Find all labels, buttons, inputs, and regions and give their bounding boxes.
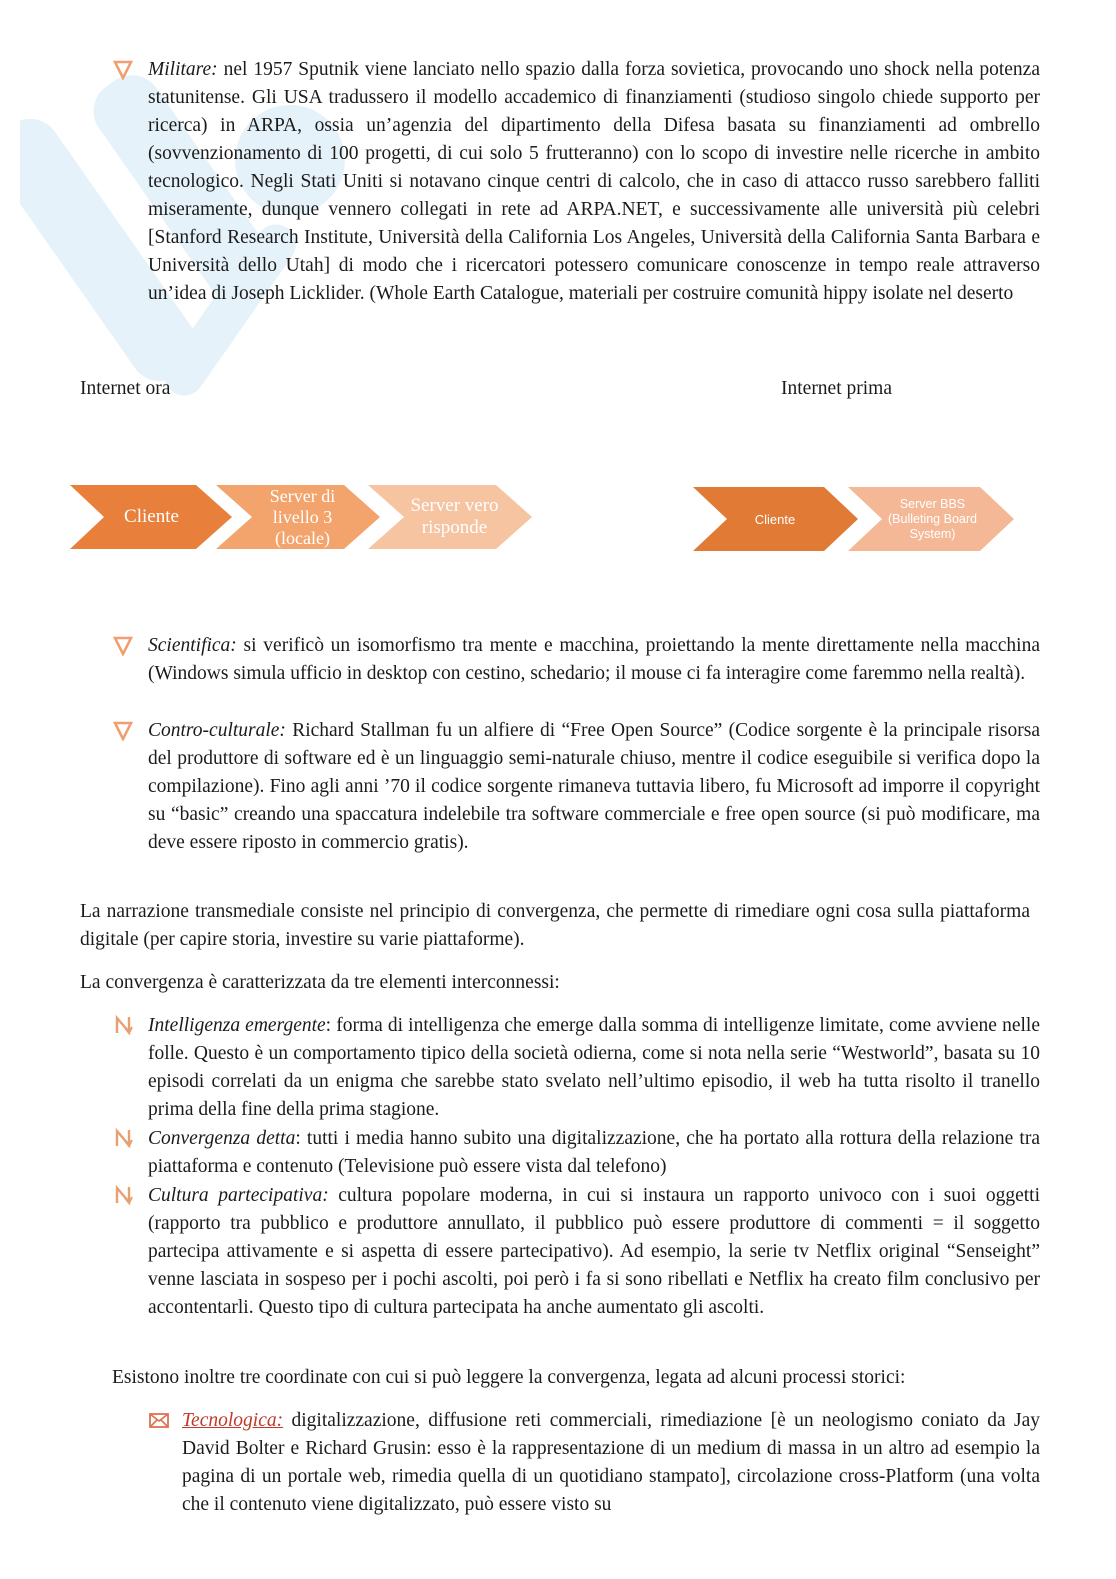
chevron-label-cliente: Cliente bbox=[124, 506, 179, 527]
bullet-body: cultura popolare moderna, in cui si instaura un rapporto univoco con i suoi oggetti (rapporto tra pubblico e produttore annullato, il pubblico può essere produttore di commenti = il soggetto partecipa attivamente e si aspetta di essere partecipativo). Ad esempio, la serie tv Netflix original “Senseight” venne lasciata in sospeso per i pochi ascolti, poi però i fa si sono ribellati e Netflix ha creato film conclusivo per accontentarli. Questo tipo di cultura partecipata ha anche aumentato gli ascolti. bbox=[148, 1185, 1040, 1318]
triangle-bullet-icon bbox=[112, 58, 134, 80]
bullet-term: Militare: bbox=[148, 59, 218, 80]
chevron-label-server-bbs: Server BBS (Bulleting Board System) bbox=[888, 496, 977, 541]
internet-before-label: Internet prima bbox=[781, 378, 892, 399]
paragraph-coordinates-intro: Esistono inoltre tre coordinate con cui si può leggere la convergenza, legata ad alcuni processi storici: bbox=[112, 1367, 906, 1388]
bullet-militare bbox=[112, 56, 1040, 368]
bullet-intelligenza-emergente bbox=[112, 1012, 1040, 1124]
n-arrow-bullet-icon bbox=[112, 1184, 134, 1206]
chevron-label-server-vero: Server vero risponde bbox=[410, 495, 499, 538]
envelope-bullet-icon bbox=[148, 1409, 170, 1431]
bullet-body: : tutti i media hanno subito una digitalizzazione, che ha portato alla rottura della relazione tra piattaforma e contenuto (Televisione può essere vista dal telefono) bbox=[148, 1128, 1041, 1177]
chevron-label-server-livello: Server di livello 3 (locale) bbox=[269, 485, 336, 548]
bullet-body: nel 1957 Sputnik viene lanciato nello spazio dalla forza sovietica, provocando uno shock nella potenza statunitense. Gli USA tradussero il modello accademico di finanziamenti (studioso singolo chiede supporto per ricerca) in ARPA, ossia un’agenzia del dipartimento della Difesa basata su finanziamenti ad ombrello (sovvenzionamento di 100 progetti, di cui solo 5 frutteranno) con lo scopo di investire nelle ricerche in ambito tecnologico. Negli Stati Uniti si notavano cinque centri di calcolo, che in caso di attacco russo sarebbero falliti miseramente, dunque vennero collegati in rete ad ARPA.NET, e successivamente alle università più celebri [Stanford Research Institute, Università della California Los Angeles, Università della California Santa Barbara e Università dello Utah] di modo che i ricercatori potessero comunicare conoscenze in tempo reale attraverso un’idea di Joseph Licklider. (Whole Earth Catalogue, materiali per costruire comunità hippy isolate nel deserto bbox=[148, 59, 1040, 304]
n-arrow-bullet-icon bbox=[112, 1127, 134, 1149]
n-arrow-bullet-icon bbox=[112, 1014, 134, 1036]
internet-now-label: Internet ora bbox=[80, 378, 171, 399]
paragraph-transmedia: La narrazione transmediale consiste nel principio di convergenza, che permette di rimediare ogni cosa sulla piattaforma digitale (per capire storia, investire su varie piattaforme). bbox=[80, 901, 1030, 950]
triangle-bullet-icon bbox=[112, 719, 134, 741]
bullet-text bbox=[148, 717, 1040, 857]
bullet-body: Richard Stallman fu un alfiere di “Free Open Source” (Codice sorgente è la principale risorsa del produttore di software ed è un linguaggio semi-naturale chiuso, mentre il codice eseguibile si verifica dopo la compilazione). Fino agli anni ’70 il codice sorgente rimaneva tuttavia libero, fu Microsoft ad imporre il copyright su “basic” creando una spaccatura indelebile tra software commerciale e free open source (si può modificare, ma deve essere riposto in commercio gratis). bbox=[148, 720, 1040, 853]
bullet-body: digitalizzazione, diffusione reti commerciali, rimediazione [è un neologismo coniato da Jay David Bolter e Richard Grusin: esso è la rappresentazione di un medium di massa in un altro ad esempio la pagina di un portale web, rimedia quella di un quotidiano stampato], circolazione cross-Platform (una volta che il contenuto viene digitalizzato, può essere visto su bbox=[182, 1410, 1040, 1515]
bullet-term: Cultura partecipativa: bbox=[148, 1185, 329, 1206]
bullet-tecnologica bbox=[112, 1407, 1040, 1519]
chevron-label-cliente-bbs: Cliente bbox=[754, 511, 796, 527]
bullet-term: Intelligenza emergente bbox=[148, 1015, 326, 1036]
bullet-term: Scientifica: bbox=[148, 635, 237, 656]
bullet-term: Contro-culturale: bbox=[148, 720, 286, 741]
bullet-text bbox=[148, 1125, 1040, 1181]
bullet-body: si verificò un isomorfismo tra mente e macchina, proiettando la mente direttamente nella macchina (Windows simula ufficio in desktop con cestino, schedario; il mouse ci fa interagire come faremmo nella realtà). bbox=[148, 635, 1040, 684]
bullet-scientifica bbox=[112, 632, 1040, 716]
bullet-text bbox=[148, 1012, 1040, 1124]
bullet-term-link[interactable]: Tecnologica: bbox=[182, 1410, 284, 1431]
bullet-contro-culturale bbox=[112, 717, 1040, 885]
bullet-convergenza-detta bbox=[112, 1125, 1040, 1181]
bullet-text bbox=[148, 1182, 1040, 1322]
triangle-bullet-icon bbox=[112, 634, 134, 656]
bullet-cultura-partecipativa bbox=[112, 1182, 1040, 1350]
bullet-text bbox=[148, 632, 1040, 688]
bullet-text bbox=[148, 56, 1040, 308]
bullet-text bbox=[182, 1407, 1040, 1519]
bullet-body: : forma di intelligenza che emerge dalla somma di intelligenze limitate, come avviene nelle folle. Questo è un comportamento tipico della società odierna, come si nota nella serie “Westworld”, basata su 10 episodi correlati da un enigma che sarebbe stato svelato nell’ultimo episodio, il web ha tutta risolto il tranello prima della fine della prima stagione. bbox=[148, 1015, 1040, 1120]
bullet-term: Convergenza detta bbox=[148, 1128, 296, 1149]
paragraph-convergence-intro: La convergenza è caratterizzata da tre elementi interconnessi: bbox=[80, 972, 560, 993]
